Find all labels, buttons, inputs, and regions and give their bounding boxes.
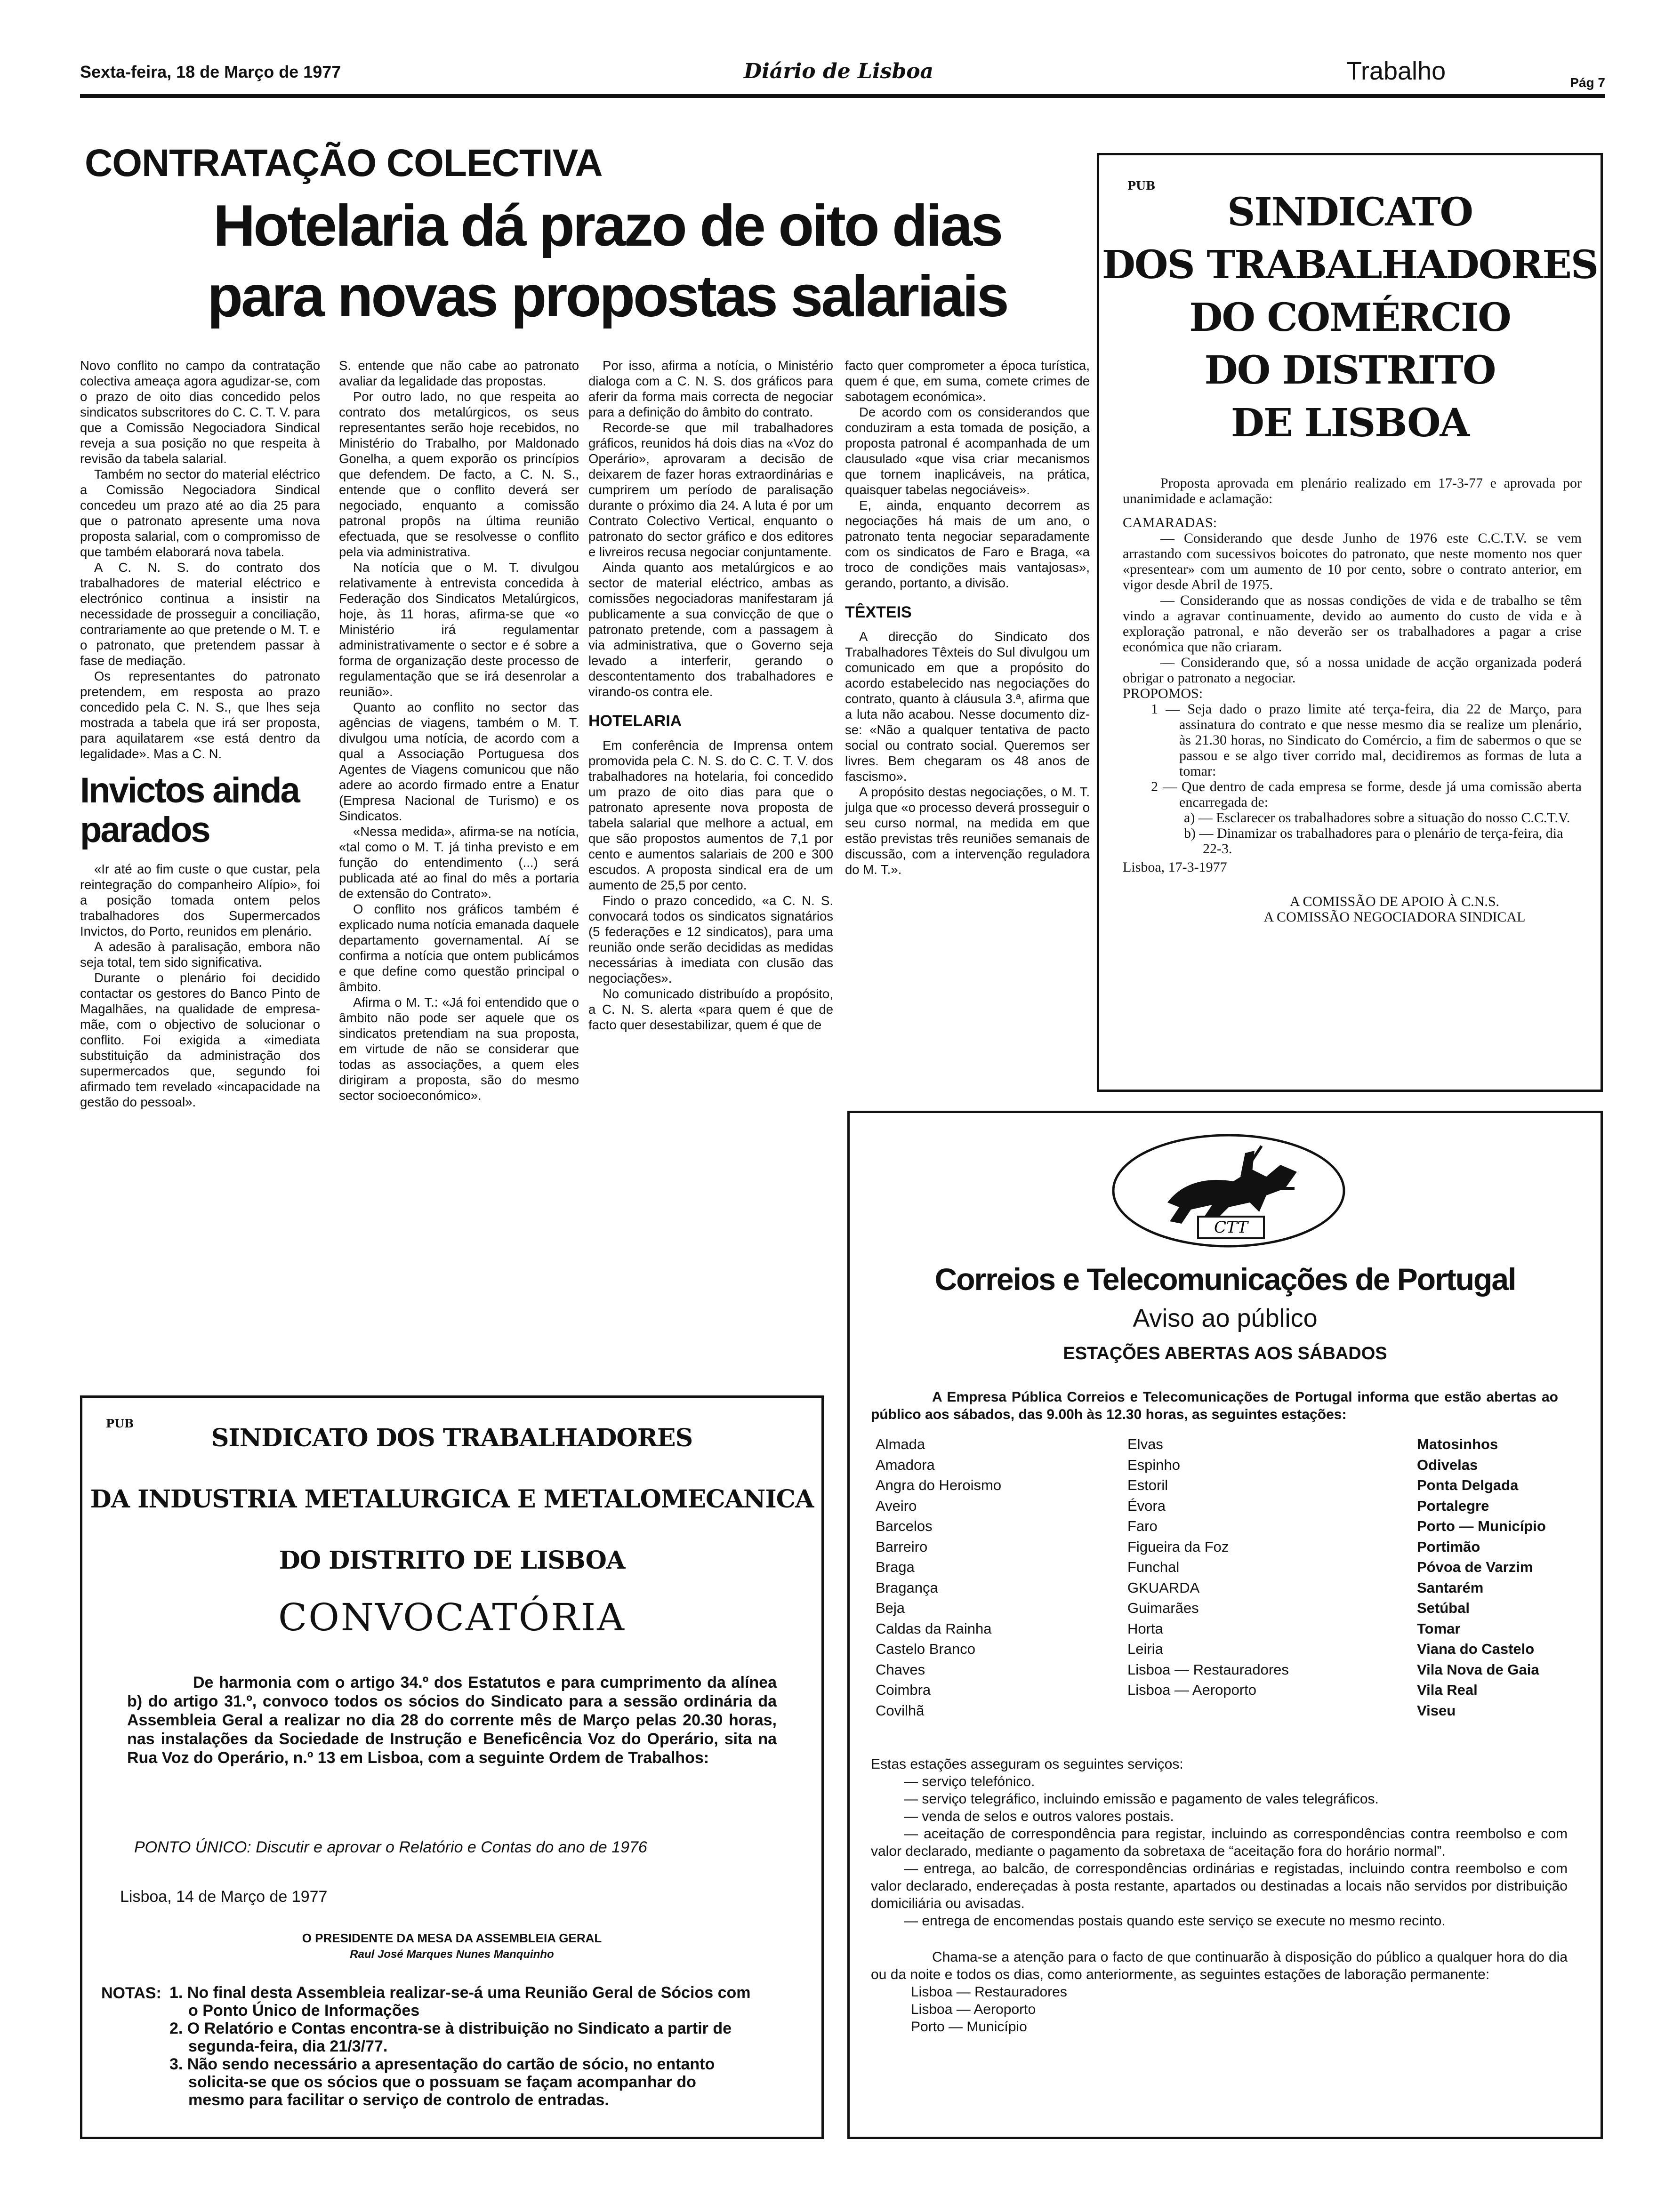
page-number: Pág 7 bbox=[1570, 75, 1605, 90]
paragraph: A C. N. S. do contrato dos trabalhadores de material eléctrico e electrónico continua a insistir na necessidade de prosseguir a conciliação, contrariamente ao que pretende o M. T. e o patronato, que pretendem passar à fase de mediação. bbox=[80, 560, 320, 668]
ponto-label: PONTO ÚNICO: bbox=[134, 1838, 251, 1856]
station-item: Portalegre bbox=[1417, 1497, 1489, 1514]
station-item: GKUARDA bbox=[1127, 1579, 1200, 1596]
paragraph: «Nessa medida», afirma-se na notícia, «tal como o M. T. já tinha previsto e em função do entendimento (...) será publicada até ao final do mês a portaria de extensão do Contrato». bbox=[339, 824, 579, 901]
station-item: Estoril bbox=[1127, 1477, 1168, 1493]
paragraph: Durante o plenário foi decidido contactar os gestores do Banco Pinto de Magalhães, na qualidade de empresa-mãe, com o objectivo de solucionar o conflito. Foi exigida a «imediata substituição da administração dos supermercados que, segundo foi afirmado tem revelado «incapacidade na gestão do pessoal». bbox=[80, 970, 320, 1109]
paragraph: A direcção do Sindicato dos Trabalhadores Têxteis do Sul divulgou um comunicado em que a propósito do acordo estabelecido nas negociações do contrato, quanto à cláusula 3.ª, afirma que a luta não acabou. Nesse documento diz-se: «Não a qualquer tentativa de pacto social ou contrato social. Queremos ser livres. Bem chegaram os 48 anos de fascismo». bbox=[845, 629, 1090, 784]
paragraph: Por isso, afirma a notícia, o Ministério dialoga com a C. N. S. dos gráficos para aferir da forma mais correcta de negociar para a definição do âmbito do contrato. bbox=[588, 358, 833, 419]
station-item: Bragança bbox=[876, 1579, 938, 1596]
service-item: — entrega de encomendas postais quando este serviço se execute no mesmo recinto. bbox=[904, 1913, 1446, 1929]
paragraph: Por outro lado, no que respeita ao contrato dos metalúrgicos, os seus representantes serão hoje recebidos, no Ministério do Trabalho, por Maldonado Gonelha, a quem exporão os princípios que defendem. De facto, a C. N. S., entende que o conflito deverá ser negociado, enquanto a comissão patronal propôs na última reunião efectuada, que se resolvesse o conflito pela via administrativa. bbox=[339, 389, 579, 559]
nota-item: 1. No final desta Assembleia realizar-se-á uma Reunião Geral de Sócios com o Ponto Único de Informações bbox=[169, 1984, 751, 2020]
president-title: O PRESIDENTE DA MESA DA ASSEMBLEIA GERAL bbox=[302, 1931, 602, 1945]
nota-item: 3. Não sendo necessário a apresentação do cartão de sócio, no entanto solicita-se que os sócios que o possuam se façam acompanhar do mesmo para facilitar o serviço de controlo de entradas. bbox=[169, 2055, 715, 2109]
station-item: Barreiro bbox=[876, 1538, 928, 1555]
ad-ctt bbox=[847, 1111, 1603, 2139]
article-column-1 bbox=[80, 358, 320, 1110]
paragraph: Na notícia que o M. T. divulgou relativamente à entrevista concedida à Federação dos Sindicatos Metalúrgicos, hoje, às 11 horas, afirma-se que «o Ministério irá regulamentar administrativamente o sector e é sobre a forma de organização deste processo de regulamentação que se irá desenrolar a reunião». bbox=[339, 560, 579, 699]
considerando: — Considerando que as nossas condições de vida e de trabalho se têm vindo a agravar continuamente, devido ao aumento do custo de vida e à exploração patronal, e não deverão ser os trabalhadores a pagar a crise económica que não criaram. bbox=[1123, 593, 1582, 655]
station-item: Vila Real bbox=[1417, 1682, 1478, 1698]
ponto-unico bbox=[134, 1838, 793, 1857]
stations-col-3 bbox=[1417, 1434, 1546, 1721]
station-item: Viseu bbox=[1417, 1702, 1456, 1719]
ad-title-line: DA INDUSTRIA METALURGICA E METALOMECANICA bbox=[90, 1485, 814, 1514]
proposal-1: 1 — Seja dado o prazo limite até terça-feira, dia 22 de Março, para assinatura do contrato e que nesse mesmo dia se realize um plenário, às 21.30 horas, no Sindicato do Comércio, a fim de sabermos o que se passou e se algo tiver corrido mal, decidiremos as formas de luta a tomar: bbox=[1151, 701, 1582, 779]
paragraph: De acordo com os considerandos que conduziram a esta tomada de posição, a proposta patronal é acompanhada de um clausulado «que visa criar mecanismos que tornem inaplicáveis, na prática, quaisquer tabelas negociáveis». bbox=[845, 405, 1090, 497]
station-item: Santarém bbox=[1417, 1579, 1484, 1596]
station-item: Braga bbox=[876, 1559, 915, 1575]
ctt-subtitle-2: ESTAÇÕES ABERTAS AOS SÁBADOS bbox=[1063, 1344, 1387, 1363]
ponto-text: Discutir e aprovar o Relatório e Contas do ano de 1976 bbox=[256, 1838, 647, 1856]
pub-label: PUB bbox=[1127, 179, 1156, 192]
station-item: Leiria bbox=[1127, 1641, 1163, 1657]
ad-title-line: SINDICATO DOS TRABALHADORES bbox=[211, 1424, 693, 1452]
paragraph: O conflito nos gráficos também é explicado numa notícia emanada daquele departamento governamental. Aí se confirma a notícia que ontem publicámos e que define como questão principal o âmbito. bbox=[339, 902, 579, 994]
paragraph: Ainda quanto aos metalúrgicos e ao sector de material eléctrico, ambas as comissões negociadoras manifestaram já publicamente a sua convicção de que o patronato pretende, com a passagem à via administrativa, que o Governo seja levado a interferir, gerando o descontentamento dos trabalhadores e virando-os contra ele. bbox=[588, 560, 833, 699]
station-item: Caldas da Rainha bbox=[876, 1620, 992, 1637]
ad-title-line: DO DISTRITO DE LISBOA bbox=[279, 1546, 625, 1575]
ad-title-line: SINDICATO bbox=[1227, 190, 1472, 235]
ctt-intro: A Empresa Pública Correios e Telecomunicações de Portugal informa que estão abertas ao público aos sábados, das 9.00h às 12.30 horas, as seguintes estações: bbox=[871, 1389, 1558, 1422]
ad-body bbox=[1123, 475, 1582, 925]
president-name: Raul José Marques Nunes Manquinho bbox=[350, 1948, 554, 1961]
station-item: Almada bbox=[876, 1436, 925, 1452]
convocatoria-body: De harmonia com o artigo 34.º dos Estatutos e para cumprimento da alínea b) do artigo 31.º, convoco todos os sócios do Sindicato para a sessão ordinária da Assembleia Geral a realizar no dia 28 do corrente mês de Março pelas 20.30 horas, nas instalações da Sociedade de Instrução e Beneficência Voz do Operário, sita na Rua Voz do Operário, n.º 13 em Lisboa, com a seguinte Ordem de Trabalhos: bbox=[127, 1674, 777, 1767]
paragraph: Os representantes do patronato pretendem, em resposta ao prazo concedido pela C. N. S., que lhes seja mostrada a tabela que irá ser proposta, para aquilatarem «se está dentro da legalidade». Mas a C. N. bbox=[80, 669, 320, 761]
article-kicker: CONTRATAÇÃO COLECTIVA bbox=[85, 142, 603, 184]
signature-1: A COMISSÃO DE APOIO À C.N.S. bbox=[1289, 894, 1500, 909]
article-headline: Hotelaria dá prazo de oito dias para novas propostas salariais bbox=[207, 193, 1007, 329]
signature-2: A COMISSÃO NEGOCIADORA SINDICAL bbox=[1263, 909, 1526, 925]
notas-label: NOTAS: bbox=[101, 1984, 161, 2002]
station-item: Guimarães bbox=[1127, 1600, 1199, 1616]
station-item: Angra do Heroismo bbox=[876, 1477, 1002, 1493]
station-item: Horta bbox=[1127, 1620, 1163, 1637]
station-item: Odivelas bbox=[1417, 1456, 1478, 1473]
ad-date: Lisboa, 17-3-1977 bbox=[1123, 859, 1227, 875]
ad-title-line: DO COMÉRCIO bbox=[1189, 295, 1511, 340]
ad-date: Lisboa, 14 de Março de 1977 bbox=[120, 1888, 328, 1906]
service-item: — aceitação de correspondência para registar, incluindo as correspondências contra reembolso e com valor declarado, mediante o pagamento da sobretaxa de “aceitação fora do horário normal”. bbox=[871, 1826, 1568, 1859]
ad-intro: Proposta aprovada em plenário realizado em 17-3-77 e aprovada por unanimidade e aclamação: bbox=[1123, 475, 1582, 506]
section-head-texteis: TÊXTEIS bbox=[845, 603, 912, 621]
ctt-title: Correios e Telecomunicações de Portugal bbox=[934, 1262, 1516, 1297]
station-item: Figueira da Foz bbox=[1127, 1538, 1229, 1555]
station-item: Matosinhos bbox=[1417, 1436, 1498, 1452]
subheadline-invictos: Invictos ainda parados bbox=[80, 770, 299, 850]
permanent-station: Lisboa — Aeroporto bbox=[911, 2002, 1036, 2017]
service-item: — serviço telegráfico, incluindo emissão e pagamento de vales telegráficos. bbox=[904, 1791, 1379, 1807]
station-item: Beja bbox=[876, 1600, 905, 1616]
proposal-2: 2 — Que dentro de cada empresa se forme, desde já uma comissão aberta encarregada de: bbox=[1151, 779, 1582, 810]
proposal-2b: b) — Dinamizar os trabalhadores para o plenário de terça-feira, dia 22-3. bbox=[1184, 825, 1563, 857]
station-item: Faro bbox=[1127, 1518, 1158, 1534]
paragraph: A adesão à paralisação, embora não seja total, tem sido significativa. bbox=[80, 939, 320, 970]
service-item: — venda de selos e outros valores postais. bbox=[904, 1809, 1174, 1824]
service-item: — serviço telefónico. bbox=[904, 1774, 1035, 1789]
station-item: Covilhã bbox=[876, 1702, 925, 1719]
station-item: Lisboa — Restauradores bbox=[1127, 1661, 1289, 1678]
paragraph: S. entende que não cabe ao patronato avaliar da legalidade das propostas. bbox=[339, 358, 579, 388]
station-item: Elvas bbox=[1127, 1436, 1163, 1452]
station-item: Évora bbox=[1127, 1497, 1166, 1514]
station-item: Aveiro bbox=[876, 1497, 917, 1514]
paragraph: Novo conflito no campo da contratação colectiva ameaça agora agudizar-se, com o prazo de oito dias concedido pelos sindicatos subscritores do C. C. T. V. para que a Comissão Negociadora Sindical reveja a sua posição no que respeita à revisão da tabela salarial. bbox=[80, 358, 320, 466]
section-head-hotelaria: HOTELARIA bbox=[588, 712, 682, 730]
paragraph: facto quer comprometer a época turística, quem é que, em suma, comete crimes de sabotagem económica». bbox=[845, 358, 1090, 404]
ctt-services bbox=[871, 1755, 1568, 2036]
stations-col-1 bbox=[876, 1434, 1001, 1721]
ctt-logo-text: CTT bbox=[1214, 1218, 1248, 1237]
newspaper-title: Diário de Lisboa bbox=[744, 59, 934, 83]
article-column-2 bbox=[339, 358, 579, 1103]
ad-title-line: DOS TRABALHADORES bbox=[1102, 242, 1598, 288]
paragraph: No comunicado distribuído a propósito, a C. N. S. alerta «para quem é que de facto quer desestabilizar, quem é que de bbox=[588, 986, 833, 1032]
station-item: Ponta Delgada bbox=[1417, 1477, 1519, 1493]
paragraph: A propósito destas negociações, o M. T. julga que «o processo deverá prosseguir o seu curso normal, na medida em que estão previstas três reuniões semanais de discussão, com a intervenção reguladora do M. T.». bbox=[845, 785, 1090, 877]
station-item: Espinho bbox=[1127, 1456, 1181, 1473]
proposal-2a: a) — Esclarecer os trabalhadores sobre a situação do nosso C.C.T.V. bbox=[1184, 810, 1570, 825]
ad-title-line: DO DISTRITO bbox=[1204, 348, 1496, 393]
article-column-3 bbox=[588, 358, 833, 1033]
station-item: Póvoa de Varzim bbox=[1417, 1559, 1533, 1575]
section-name: Trabalho bbox=[1346, 57, 1446, 85]
paragraph: Quanto ao conflito no sector das agências de viagens, também o M. T. divulgou uma notícia, de acordo com a qual a Associação Portuguesa dos Agentes de Viagens comunicou que não adere ao acordo firmado entre a Enatur (Empresa Nacional de Turismo) e os Sindicatos. bbox=[339, 700, 579, 823]
stations-col-2 bbox=[1127, 1434, 1289, 1700]
station-item: Tomar bbox=[1417, 1620, 1461, 1637]
paragraph: «Ir até ao fim custe o que custar, pela reintegração do companheiro Alípio», foi a posição tomada ontem pelos trabalhadores dos Supermercados Invictos, do Porto, reunidos em plenário. bbox=[80, 862, 320, 938]
ad-title-line: DE LISBOA bbox=[1231, 401, 1469, 446]
station-item: Amadora bbox=[876, 1456, 935, 1473]
paragraph: Em conferência de Imprensa ontem promovida pela C. N. S. do C. C. T. V. dos trabalhadores na hotelaria, foi concedido um prazo de oito dias para que o patronato apresente nova proposta de tabela salarial que melhore a actual, em que são propostos aumentos de 7,1 por cento e aumentos salariais de 200 e 300 escudos. A proposta sindical era de um aumento de 25,5 por cento. bbox=[588, 738, 833, 892]
paragraph: E, ainda, enquanto decorrem as negociações há mais de um ano, o patronato tenta negociar separadamente com os sindicatos de Faro e Braga, «a troco de condições mais vantajosas», gerando, portanto, a divisão. bbox=[845, 498, 1090, 590]
article-column-4 bbox=[845, 358, 1090, 877]
station-item: Castelo Branco bbox=[876, 1641, 975, 1657]
issue-date: Sexta-feira, 18 de Março de 1977 bbox=[80, 62, 341, 81]
service-item: — entrega, ao balcão, de correspondências ordinárias e registadas, incluindo contra reembolso e com valor declarado, endereçadas à posta restante, apartados ou destinadas a locais não servidos por distribuição domiciliária ou avisadas. bbox=[871, 1861, 1568, 1911]
permanent-station: Lisboa — Restauradores bbox=[911, 1984, 1067, 2000]
station-item: Porto — Município bbox=[1417, 1518, 1546, 1534]
services-intro: Estas estações asseguram os seguintes serviços: bbox=[871, 1756, 1183, 1772]
permanent-station: Porto — Município bbox=[911, 2019, 1027, 2035]
convocatoria-heading: CONVOCATÓRIA bbox=[278, 1595, 626, 1639]
station-item: Viana do Castelo bbox=[1417, 1641, 1535, 1657]
notas-list bbox=[169, 1984, 753, 2109]
station-item: Funchal bbox=[1127, 1559, 1180, 1575]
station-item: Lisboa — Aeroporto bbox=[1127, 1682, 1257, 1698]
ad-camaradas: CAMARADAS: bbox=[1123, 515, 1217, 530]
station-item: Vila Nova de Gaia bbox=[1417, 1661, 1539, 1678]
nota-item: 2. O Relatório e Contas encontra-se à distribuição no Sindicato a partir de segunda-feira, dia 21/3/77. bbox=[169, 2020, 732, 2055]
paragraph: Recorde-se que mil trabalhadores gráficos, reunidos há dois dias na «Voz do Operário», aprovaram a decisão de deixarem de fazer horas extraordinárias e cumprirem um período de paralisação durante o próximo dia 24. A luta é por um Contrato Colectivo Vertical, enquanto o patronato do sector gráfico e dos editores e livreiros recusa negociar conjuntamente. bbox=[588, 420, 833, 559]
station-item: Chaves bbox=[876, 1661, 925, 1678]
paragraph: Findo o prazo concedido, «a C. N. S. convocará todos os sindicatos signatários (5 federações e 12 sindicatos), para uma reunião onde serão decididas as medidas necessárias à imediata con clusão das negociações». bbox=[588, 893, 833, 986]
station-item: Setúbal bbox=[1417, 1600, 1470, 1616]
ad-sindicato-metalurgica bbox=[80, 1395, 824, 2139]
station-item: Barcelos bbox=[876, 1518, 933, 1534]
ad-propomos: PROPOMOS: bbox=[1123, 686, 1203, 701]
station-item: Coimbra bbox=[876, 1682, 931, 1698]
pub-label: PUB bbox=[106, 1417, 134, 1430]
ctt-logo-icon bbox=[1111, 1132, 1346, 1250]
ctt-subtitle: Aviso ao público bbox=[1133, 1304, 1318, 1332]
ad-sindicato-comercio bbox=[1097, 153, 1603, 1092]
considerando: — Considerando que desde Junho de 1976 este C.C.T.V. se vem arrastando com sucessivos boicotes do patronato, que neste momento nos quer «presentear» com um aumento de 10 por cento, sobre o contrato anterior, em vigor desde Abril de 1975. bbox=[1123, 530, 1582, 593]
considerando: — Considerando que, só a nossa unidade de acção organizada poderá obrigar o patronato a negociar. bbox=[1123, 655, 1582, 686]
ctt-note: Chama-se a atenção para o facto de que continuarão à disposição do público a qualquer hora do dia ou da noite e todos os dias, como anteriormente, as seguintes estações de laboração permanente: bbox=[871, 1949, 1568, 1982]
paragraph: Afirma o M. T.: «Já foi entendido que o âmbito não pode ser aquele que os sindicatos pretendiam na sua proposta, em virtude de não se considerar que todas as associações, a quem eles dirigiram a proposta, são do mesmo sector socioeconómico». bbox=[339, 995, 579, 1103]
masthead-rule bbox=[80, 94, 1605, 98]
paragraph: Também no sector do material eléctrico a Comissão Negociadora Sindical concedeu um prazo até ao dia 25 para que o patronato apresente uma nova proposta salarial, com o compromisso de que também elaborará nova tabela. bbox=[80, 467, 320, 559]
station-item: Portimão bbox=[1417, 1538, 1480, 1555]
masthead bbox=[80, 56, 1605, 89]
